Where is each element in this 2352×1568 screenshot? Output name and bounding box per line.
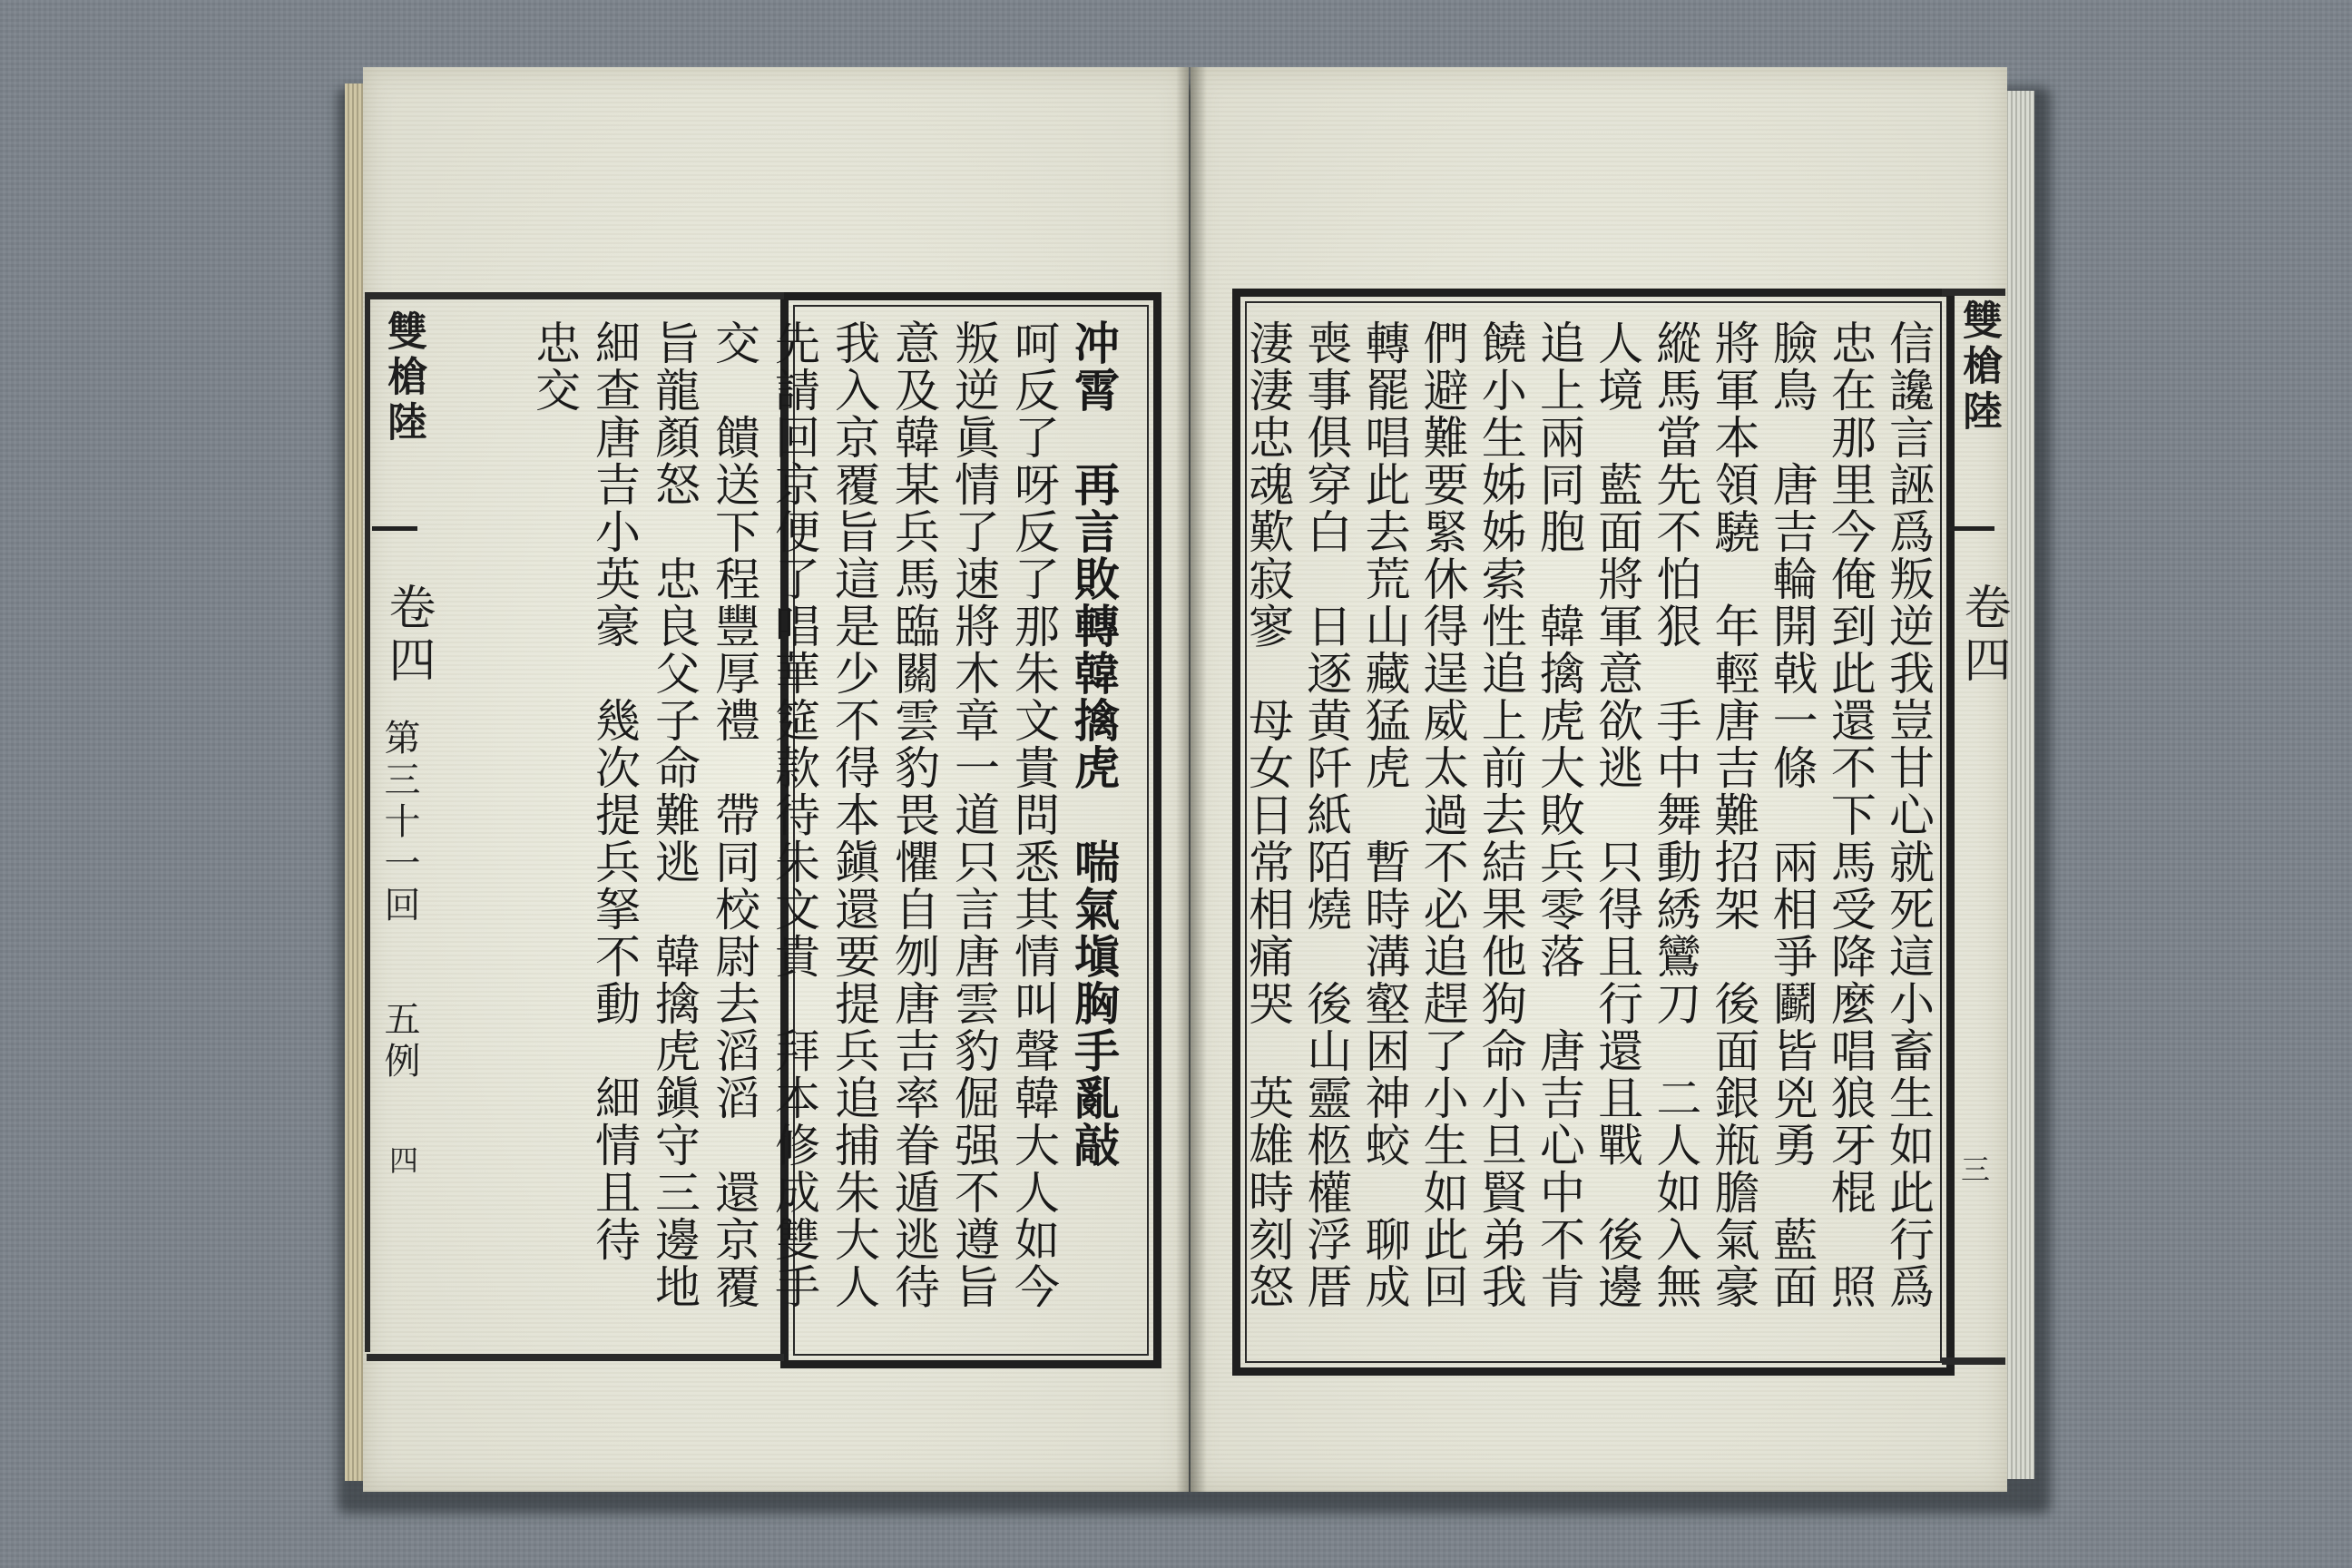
left-bottom-rule: [367, 1354, 784, 1361]
text-column: 們避難要緊休得逞威太過不必追趕了小生如此回: [1416, 319, 1469, 1310]
text-column: 轉罷唱此去荒山藏猛虎 暫時溝壑困神蛟 聊成: [1357, 319, 1411, 1310]
left-gutter-volume: 卷四: [380, 583, 435, 688]
text-column: 忠交: [528, 319, 581, 414]
fish-tail-mark: [1949, 526, 1994, 571]
text-column: 縱馬當先不怕狠 手中舞動綉鸞刀 二人如入無: [1649, 319, 1702, 1310]
text-column: 我入京覆旨這是少不得本鎭還要提兵追捕朱大人: [828, 319, 880, 1310]
left-top-rule: [367, 292, 784, 299]
text-column: 淒淒忠魂歎寂寥 母女日常相痛哭 英雄時刻怒: [1241, 319, 1295, 1310]
right-gutter-title: 雙槍陸: [1955, 299, 2002, 436]
text-column: 細查唐吉小英豪 幾次提兵拏不動 細情且待: [588, 319, 641, 1263]
text-column: 信讒言誣爲叛逆我豈甘心就死這小畜生如此行爲: [1882, 319, 1935, 1310]
text-column: 呵反了呀反了那朱文貴問悉其情叫聲韓大人如今: [1007, 319, 1060, 1310]
text-column: 喪事俱穿白 日逐黄阡紙陌燒 後山靈柩權浮厝: [1299, 319, 1353, 1310]
text-column: 饒小生姊姊索性追上前去結果他狗命小旦賢弟我: [1474, 319, 1527, 1310]
text-column: 意及韓某兵馬臨關雲豹畏懼自刎唐吉率眷遁逃待: [887, 319, 940, 1310]
left-page-gutter: [365, 292, 435, 1352]
right-bottom-rule: [1942, 1357, 2005, 1365]
left-gutter-section: 五例: [378, 1000, 420, 1083]
right-page-gutter: [1944, 292, 2010, 1352]
text-column: 先請回京便了唱華筵款待朱文貴 拜本修成雙手: [768, 319, 820, 1310]
text-column: 人境 藍面將軍意欲逃 只得且行還且戰 後邊: [1591, 319, 1644, 1310]
right-gutter-volume: 卷四: [1955, 583, 2010, 688]
text-column: 忠在那里今俺到此還不下馬受降麼唱狼牙棍 照: [1823, 319, 1877, 1310]
text-column: 旨龍顏怒 忠良父子命難逃 韓擒虎鎭守三邊地: [648, 319, 701, 1310]
text-column: 將軍本領驍 年輕唐吉難招架 後面銀瓶膽氣豪: [1707, 319, 1760, 1310]
left-page-number: 四: [385, 1145, 419, 1174]
text-column: 叛逆眞情了速將木章一道只言唐雲豹倔强不遵旨: [947, 319, 1000, 1310]
text-column: 追上兩同胞 韓擒虎大敗兵零落 唐吉心中不肯: [1532, 319, 1585, 1310]
left-gutter-title: 雙槍陸: [380, 310, 426, 446]
book-spine: [1176, 67, 1207, 1492]
text-column: 交 饋送下程豐厚禮 帶同校尉去滔滔 還京覆: [708, 319, 760, 1310]
left-gutter-chapter: 第三十一回: [378, 719, 420, 927]
right-text-columns: [1240, 319, 1938, 1354]
text-column: 臉鳥 唐吉輪開戟一條 兩相爭鬬皆兇勇 藍面: [1765, 319, 1818, 1310]
text-column: 冲霄 再言敗轉韓擒虎 喘氣塡胸手亂敲: [1067, 319, 1121, 1169]
page-stack-right-edge: [2004, 91, 2034, 1479]
right-page-number: 三: [1956, 1154, 1991, 1183]
left-text-columns: [524, 319, 1123, 1354]
fish-tail-mark: [372, 526, 417, 571]
